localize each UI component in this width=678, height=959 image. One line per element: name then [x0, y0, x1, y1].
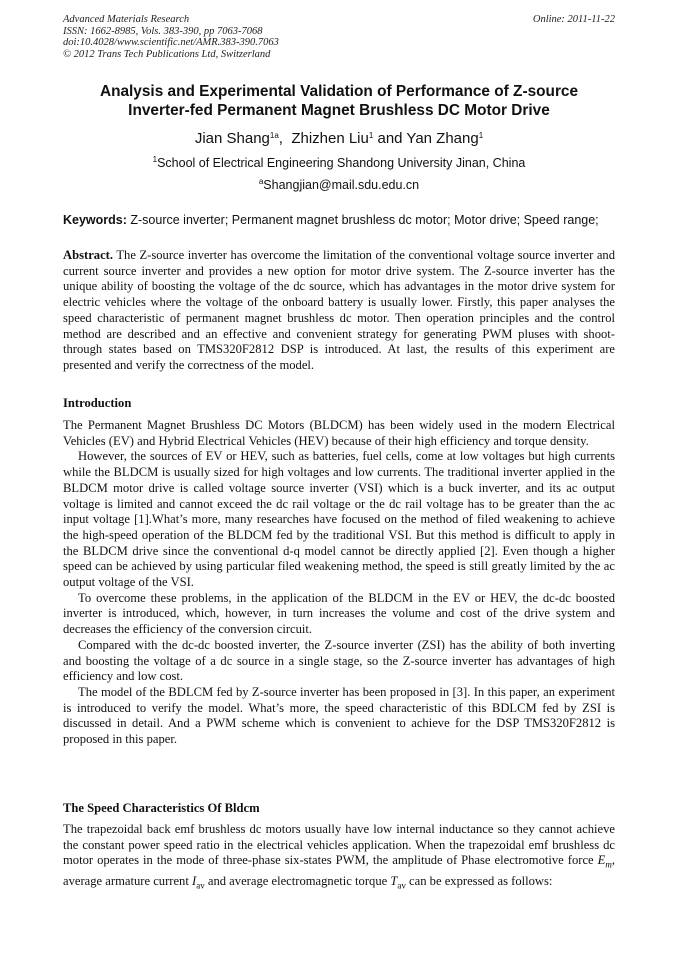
speed-characteristics-body [63, 822, 615, 894]
paper-title [70, 82, 608, 120]
online-date: Online: 2011-11-22 [532, 14, 615, 25]
paragraph: Compared with the dc-dc boosted inverter, the Z-source inverter (ZSI) has the ability of both inverting and boosting the voltage of a dc source in a single stage, so the Z-source inverter has advantages of high efficiency and low cost. [63, 637, 615, 684]
paragraph: To overcome these problems, in the application of the BLDCM in the EV or HEV, the dc-dc boosted inverter is introduced, which, however, in turn increases the volume and cost of the drive system and decreases the efficiency of the conversion circuit. [63, 590, 615, 637]
symbol-em: E [597, 853, 606, 868]
author-affil-mark: 1a [269, 131, 279, 140]
copyright-line: © 2012 Trans Tech Publications Ltd, Switzerland [63, 48, 271, 60]
email-mark: a [258, 177, 264, 186]
symbol-subscript: av [397, 880, 406, 891]
author-separator: , [278, 130, 292, 147]
section-heading-speed-characteristics: The Speed Characteristics Of Bldcm [63, 801, 260, 815]
symbol-iav: I [192, 873, 197, 888]
text-run: , average armature current [63, 853, 615, 888]
doi-line: doi:10.4028/www.scientific.net/AMR.383-390.7063 [63, 37, 279, 48]
author-name: Yan Zhang [406, 130, 479, 147]
email-text: Shangjian@mail.sdu.edu.cn [263, 178, 420, 192]
abstract-text: The Z-source inverter has overcome the limitation of the conventional voltage source inverter and current source inverter and provides a new option for motor drive system. The Z-source inverter has the unique ability of boosting the voltage of the dc source, which has advantages in the motor drive system for electric vehicles where the voltage of the onboard battery is usually lower. Firstly, this paper analyses the speed characteristic of permanent magnet brushless dc motor. Then operation principles and the control method are described and an effective and convenient strategy for generating PWM pluses with shoot-through states based on TMS320F2812 DSP is introduced. At last, the results of this experiment are presented and verify the correctness of the model. [63, 248, 615, 372]
affiliation [0, 156, 678, 171]
issn-line: ISSN: 1662-8985, Vols. 383-390, pp 7063-7068 [63, 25, 263, 37]
journal-name: Advanced Materials Research [63, 14, 190, 25]
author-name: Jian Shang [194, 130, 270, 147]
author-separator: and [373, 130, 407, 147]
title-line-1: Analysis and Experimental Validation of Performance of Z-source [99, 83, 579, 100]
author-name: Zhizhen Liu [291, 130, 369, 147]
author-email [0, 178, 678, 193]
text-run: The trapezoidal back emf brushless dc motors usually have low internal inductance so they cannot achieve the constant power speed ratio in the electrical vehicles application. When the trapezoidal emf brushless dc motor operates in the mode of three-phase six-states PWM, the amplitude of Phase electromotive force [63, 822, 615, 868]
paragraph: The model of the BDLCM fed by Z-source inverter has been proposed in [3]. In this paper, an experiment is introduced to verify the model. What’s more, the speed characteristic of this BDLCM fed by ZSI is discussed in detail. And a PWM scheme which is convenient to achieve for the DSP TMS320F2812 is proposed in this paper. [63, 684, 615, 747]
paragraph: However, the sources of EV or HEV, such as batteries, fuel cells, come at low voltages but high currents while the BLDCM is usually sized for high voltages and low currents. The traditional inverter applied in the BLDCM motor drive is called voltage source inverter (VSI) which is a buck inverter, and its ac output voltage is limited and cannot exceed the dc rail voltage or the dc rail voltage has to be greater than the ac input voltage [1].What’s more, many researches have focused on the method of filed weakening to achieve the high-speed operation of the BLDCM fed by the traditional VSI. But this method is difficult to apply in the BLDCM drive since the conventional d-q model cannot be directly applied [2]. Even though a higher speed can be achieved by using particular filed weakening method, the speed is still greatly limited by the ac output voltage of the VSI. [63, 449, 615, 590]
keywords-text: Z-source inverter; Permanent magnet brushless dc motor; Motor drive; Speed range; [126, 213, 599, 227]
keywords-label: Keywords: [63, 213, 127, 227]
introduction-body [63, 418, 615, 748]
text-run: and average electromagnetic torque [204, 873, 391, 888]
section-heading-introduction: Introduction [63, 396, 132, 410]
keywords [63, 213, 615, 228]
author-list [0, 130, 678, 148]
journal-header [63, 14, 279, 60]
abstract-label: Abstract. [63, 248, 114, 262]
symbol-subscript: av [196, 880, 205, 891]
affiliation-text: School of Electrical Engineering Shandong University Jinan, China [157, 156, 526, 170]
symbol-tav: T [390, 873, 398, 888]
abstract [63, 248, 615, 374]
paragraph [63, 822, 615, 894]
affiliation-mark: 1 [152, 155, 158, 164]
title-line-2: Inverter-fed Permanent Magnet Brushless DC Motor Drive [128, 102, 550, 119]
author-affil-mark: 1 [368, 131, 374, 140]
paragraph: The Permanent Magnet Brushless DC Motors (BLDCM) has been widely used in the modern Electrical Vehicles (EV) and Hybrid Electrical Vehicles (HEV) because of their high efficiency and torque density. [63, 418, 615, 448]
symbol-subscript: m [605, 859, 612, 870]
author-affil-mark: 1 [478, 131, 484, 140]
text-run: can be expressed as follows: [405, 873, 553, 888]
